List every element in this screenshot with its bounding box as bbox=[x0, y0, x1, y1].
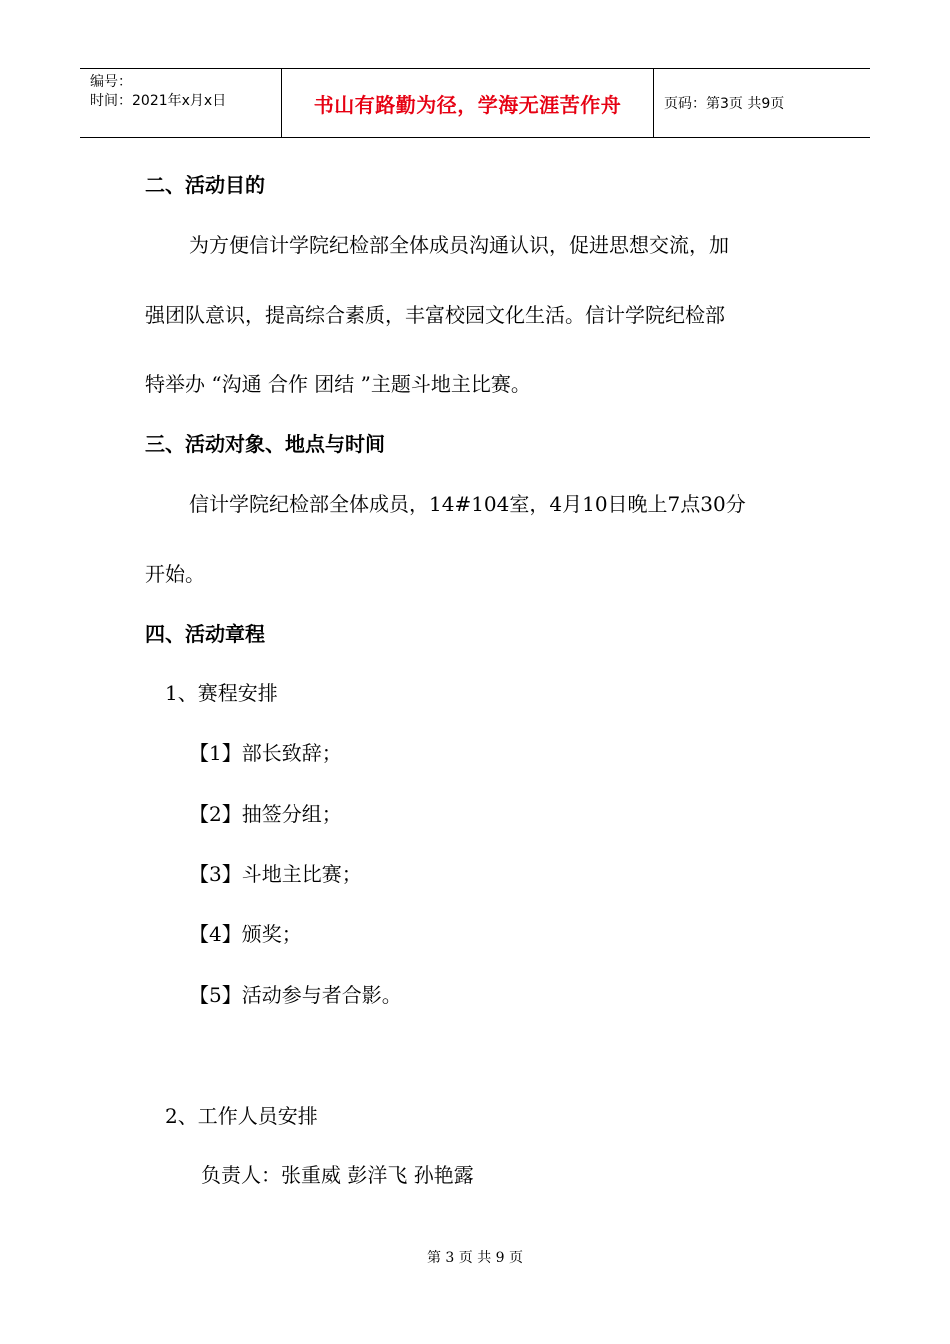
paragraph-line: 特举办 “沟通 合作 团结 ”主题斗地主比赛。 bbox=[145, 372, 531, 396]
paragraph-line: 开始。 bbox=[145, 562, 205, 586]
header-meta bbox=[80, 69, 281, 137]
page-footer: 第 3 页 共 9 页 bbox=[426, 1250, 524, 1266]
schedule-item: 【1】部长致辞； bbox=[189, 741, 342, 765]
staff-line: 负责人：张重威 彭洋飞 孙艳露 bbox=[201, 1163, 474, 1187]
subsection-heading: 2、工作人员安排 bbox=[165, 1104, 318, 1128]
schedule-item: 【2】抽签分组； bbox=[189, 802, 342, 826]
header-motto: 书山有路勤为径，学海无涯苦作舟 bbox=[281, 69, 654, 137]
document-number-label: 编号： bbox=[90, 74, 132, 90]
section-heading: 四、活动章程 bbox=[145, 622, 265, 646]
section-heading: 二、活动目的 bbox=[145, 173, 265, 197]
page-header bbox=[80, 68, 870, 138]
schedule-item: 【4】颁奖； bbox=[189, 922, 302, 946]
schedule-item: 【3】斗地主比赛； bbox=[189, 862, 362, 886]
paragraph-line: 为方便信计学院纪检部全体成员沟通认识，促进思想交流，加 bbox=[189, 233, 729, 257]
header-page-label: 页码：第3页 共9页 bbox=[664, 96, 785, 112]
paragraph-line: 强团队意识，提高综合素质，丰富校园文化生活。信计学院纪检部 bbox=[145, 303, 725, 327]
subsection-heading: 1、赛程安排 bbox=[165, 681, 278, 705]
schedule-item: 【5】活动参与者合影。 bbox=[189, 983, 402, 1007]
section-heading: 三、活动对象、地点与时间 bbox=[145, 432, 385, 456]
document-date-label: 时间：2021年x月x日 bbox=[90, 93, 227, 109]
paragraph-line: 信计学院纪检部全体成员，14#104室，4月10日晚上7点30分 bbox=[189, 492, 746, 516]
